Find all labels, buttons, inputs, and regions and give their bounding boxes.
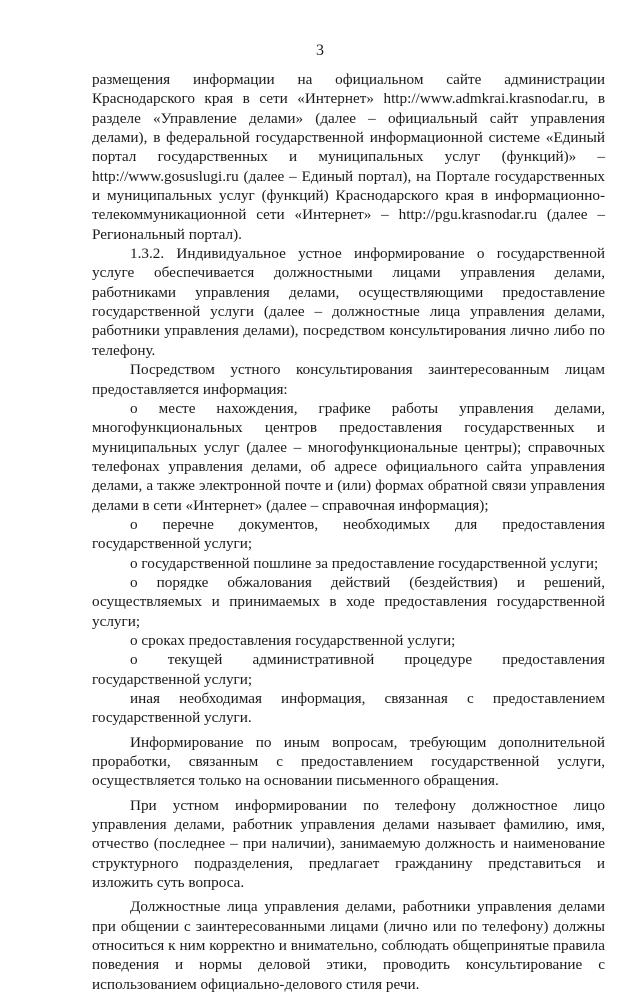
paragraph-location-schedule: о месте нахождения, графике работы управления делами, многофункциональных центров предоставления государственных и муниципальных услуг (далее – многофункциональные центры); справочных телефонах управления делами, об адресе официального сайта управления делами, а также электронной почте и (или) формах обратной связи управления делами в сети «Интернет» (далее – справочная информация); — [92, 399, 605, 514]
paragraph-written-request: Информирование по иным вопросам, требующим дополнительной проработки, связанным с предоставлением государственной услуги, осуществляется только на основании письменного обращения. — [92, 733, 605, 790]
paragraph-appeal-procedure: о порядке обжалования действий (бездействия) и решений, осуществляемых и принимаемых в ходе предоставления государственной услуги; — [92, 573, 605, 630]
page-number: 3 — [316, 42, 324, 59]
paragraph-documents-list: о перечне документов, необходимых для предоставления государственной услуги; — [92, 515, 605, 553]
paragraph-service-terms: о сроках предоставления государственной услуги; — [130, 631, 456, 649]
paragraph-oral-informing: 1.3.2. Индивидуальное устное информирование о государственной услуге обеспечивается должностными лицами управления делами, работниками управления делами, осуществляющими предоставление государственной услуги (далее – должностные лица управления делами, работники управления делами), посредством консультирования лично либо по телефону. — [92, 245, 605, 359]
body-text — [92, 70, 605, 994]
paragraph-consultation-intro: Посредством устного консультирования заинтересованным лицам предоставляется информация: — [92, 361, 605, 398]
paragraph-conduct-rules: Должностные лица управления делами, работники управления делами при общении с заинтересованными лицами (лично или по телефону) должны относиться к ним корректно и внимательно, соблюдать общепринятые правила поведения и нормы деловой этики, проводить консультирование с использованием официально-делового стиля речи. — [92, 898, 605, 993]
paragraph-placement-info: размещения информации на официальном сайте администрации Краснодарского края в сети «Интернет» http://www.admkrai.krasnodar.ru, в разделе «Управление делами» (далее – официальный сайт управления делами), в федеральной государственной информационной системе «Единый портал государственных и муниципальных услуг (функций)» – http://www.gosuslugi.ru (далее – Единый портал), на Портале государственных и муниципальных услуг (функций) Краснодарского края в информационно-телекоммуникационной сети «Интернет» – http://pgu.krasnodar.ru (далее – Региональный портал). — [92, 71, 605, 243]
paragraph-current-procedure: о текущей административной процедуре предоставления государственной услуги; — [92, 651, 605, 688]
paragraph-other-info: иная необходимая информация, связанная с предоставлением государственной услуги. — [92, 690, 605, 727]
paragraph-phone-informing: При устном информировании по телефону должностное лицо управления делами, работник управления делами называет фамилию, имя, отчество (последнее – при наличии), занимаемую должность и наименование структурного подразделения, предлагает гражданину представиться и изложить суть вопроса. — [92, 796, 605, 892]
paragraph-state-fee: о государственной пошлине за предоставление государственной услуги; — [130, 554, 599, 572]
